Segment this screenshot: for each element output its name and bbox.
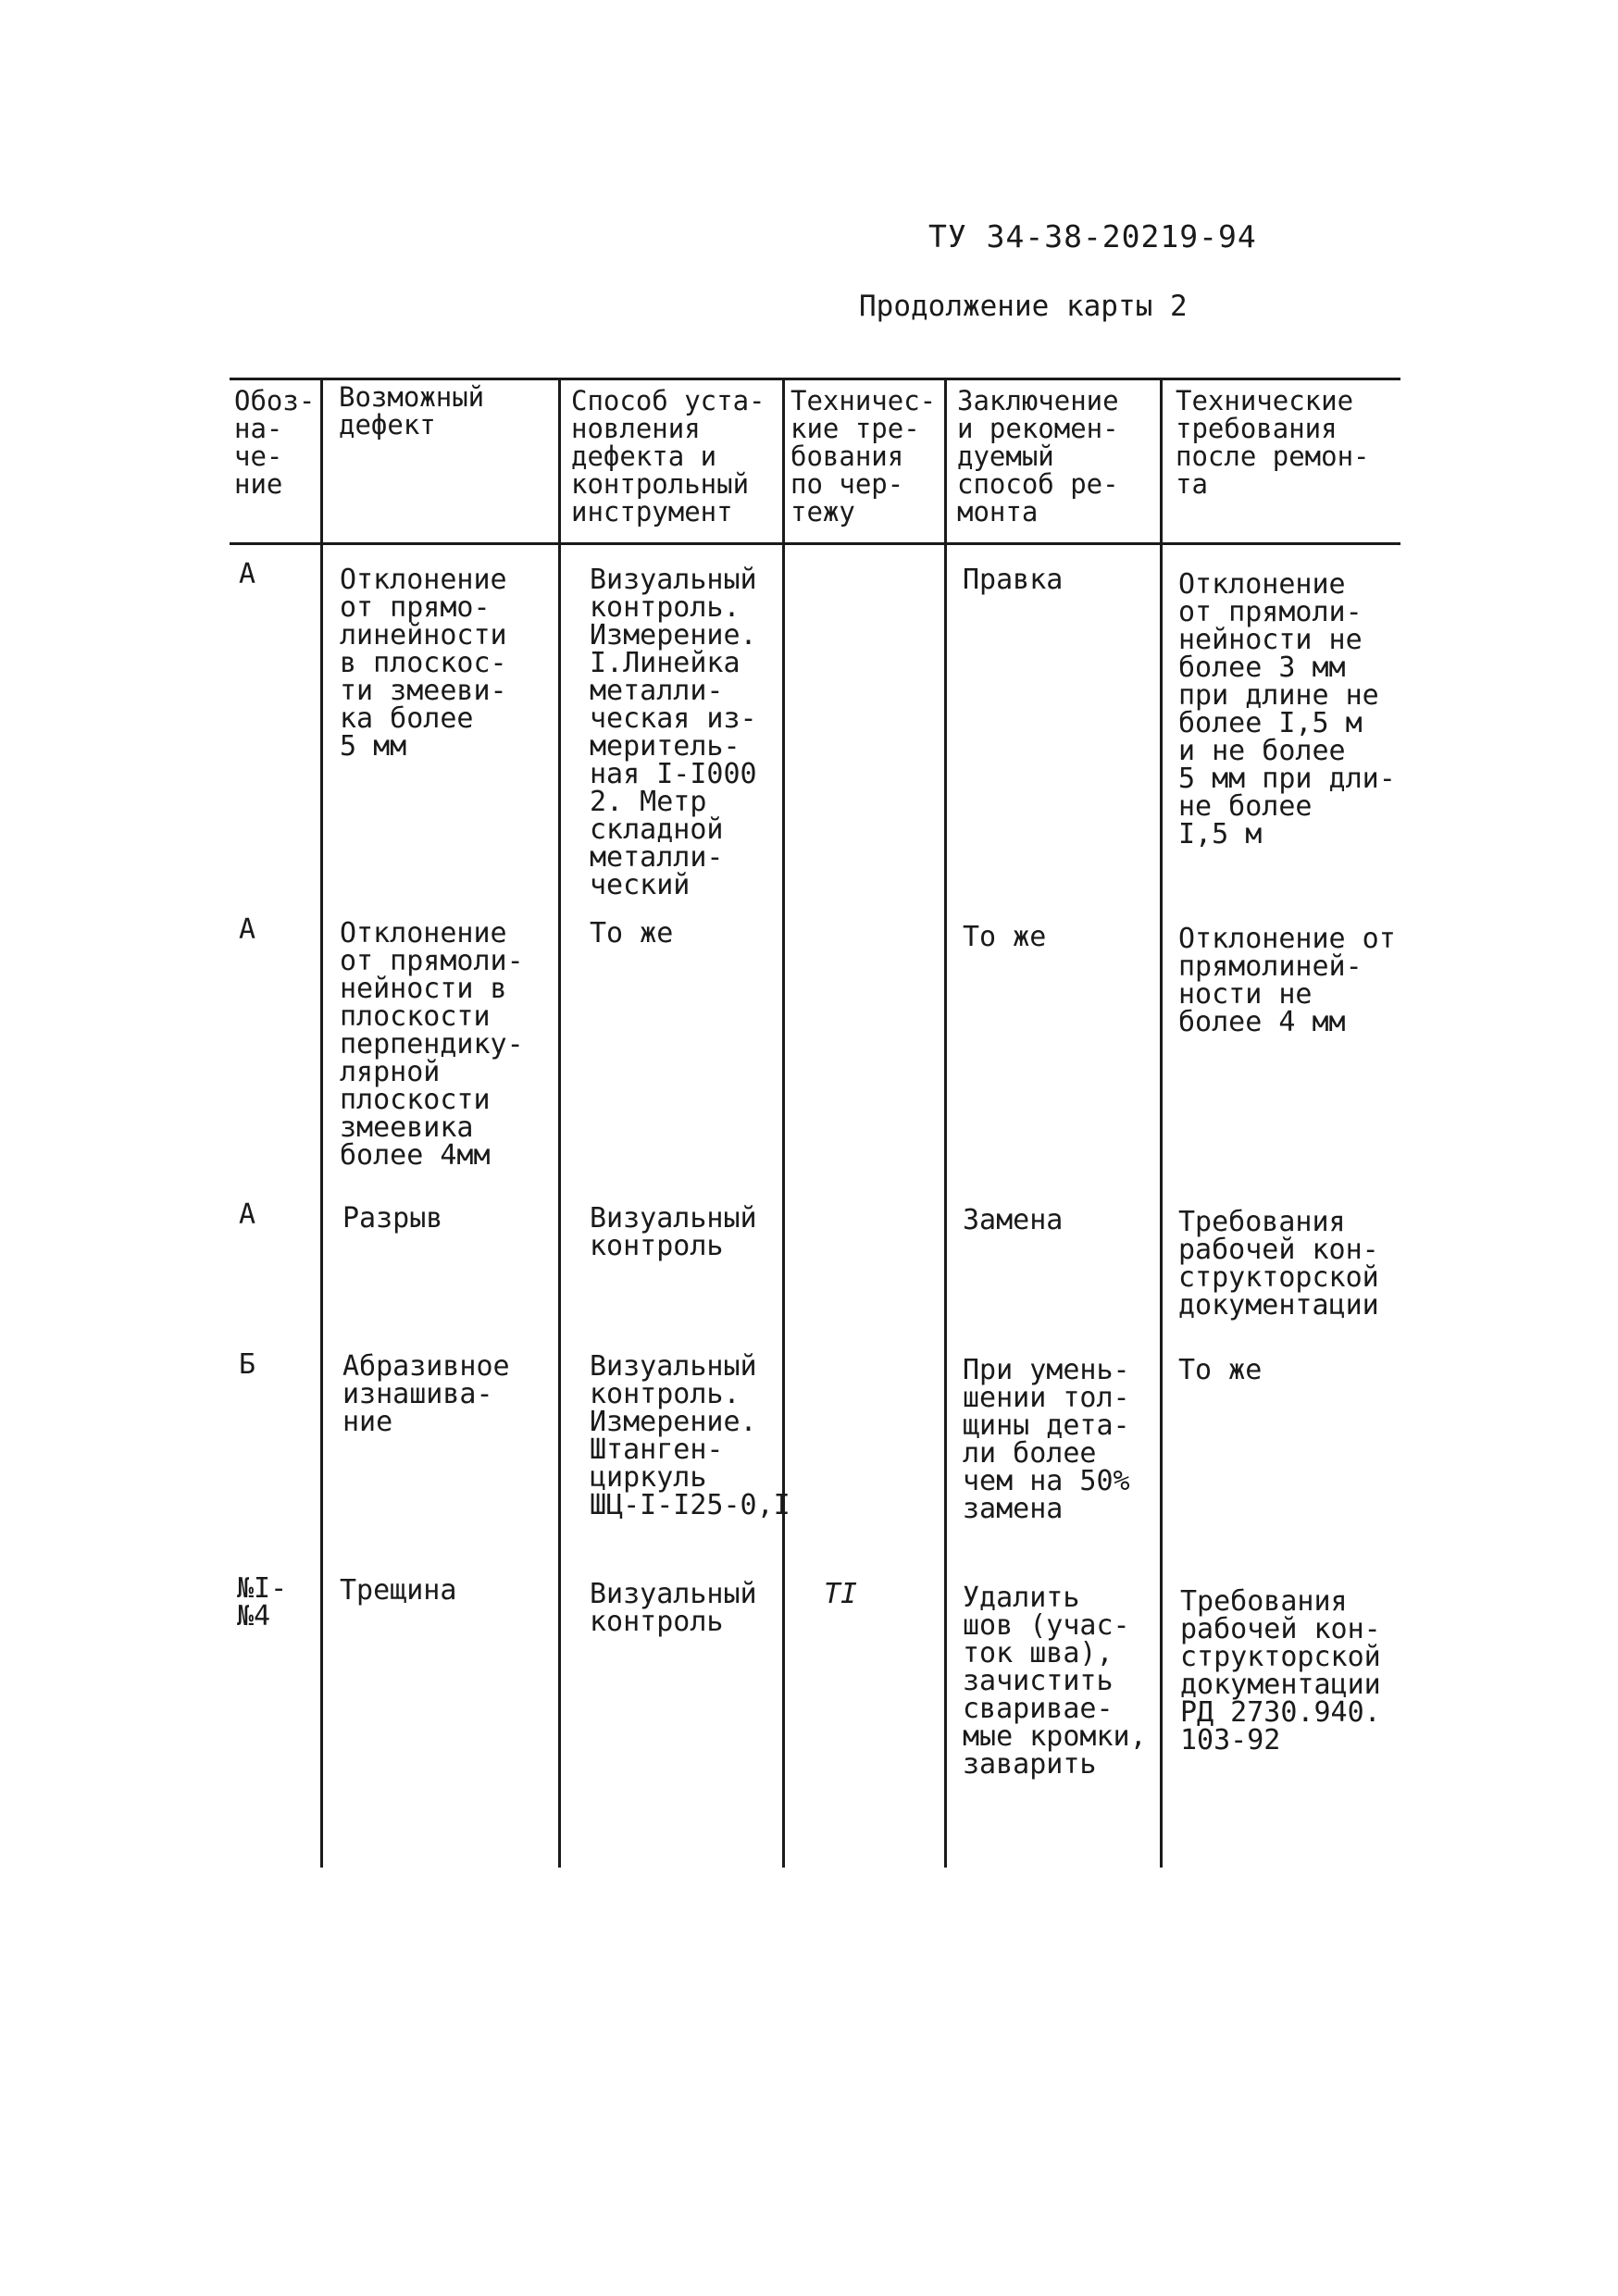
cell-defect: Отклонение от прямоли- нейности в плоскости перпендику- лярной плоскости змеевика более 4мм: [340, 917, 524, 1172]
cell-defect: Разрыв: [342, 1202, 443, 1235]
cell-conclusion: Удалить шов (учас- ток шва), зачистить сваривае- мые кромки, заварить: [963, 1582, 1147, 1781]
cell-conclusion: То же: [963, 921, 1047, 953]
column-divider: [320, 378, 323, 1868]
column-header-method: Способ уста- новления дефекта и контрольный инструмент: [571, 385, 765, 527]
column-divider: [1160, 378, 1163, 1868]
cell-conclusion: При умень- шении тол- щины дета- ли более чем на 50% замена: [963, 1354, 1130, 1525]
cell-designation: А: [239, 558, 256, 590]
cell-after-repair: Требования рабочей кон- структорской документации: [1178, 1206, 1379, 1322]
cell-designation: А: [239, 913, 256, 946]
cell-defect: Отклонение от прямо- линейности в плоскос- ти змееви- ка более 5 мм: [340, 564, 507, 763]
cell-conclusion: Правка: [963, 564, 1064, 596]
column-header-after-repair: Технические требования после ремон- та: [1176, 385, 1370, 500]
table-top-rule: [230, 378, 1400, 380]
column-header-conclusion: Заключение и рекомен- дуемый способ ре- монта: [957, 385, 1119, 527]
column-header-drawing-requirements: Техничес- кие тре- бования по чер- тежу: [790, 385, 937, 527]
cell-designation: №I- №4: [237, 1572, 288, 1632]
cell-designation: Б: [239, 1348, 256, 1381]
document-subtitle: Продолжение карты 2: [859, 290, 1188, 323]
column-header-defect: Возможный дефект: [339, 381, 485, 441]
cell-defect: Трещина: [340, 1574, 457, 1607]
table-header-rule: [230, 542, 1400, 545]
cell-after-repair: То же: [1178, 1354, 1263, 1386]
column-divider: [782, 378, 785, 1868]
cell-after-repair: Требования рабочей кон- структорской документации РД 2730.940. 103-92: [1180, 1585, 1381, 1756]
cell-method: Визуальный контроль: [590, 1202, 757, 1262]
column-divider: [558, 378, 561, 1868]
cell-method: Визуальный контроль. Измерение. I.Линейка металли- ческая из- меритель- ная I-I000 2. Метр складной металли- ческий: [590, 564, 757, 901]
document-code: ТУ 34-38-20219-94: [928, 218, 1257, 254]
cell-conclusion: Замена: [963, 1204, 1064, 1236]
cell-method: Визуальный контроль. Измерение. Штанген- циркуль ШЦ-I-I25-0,I: [590, 1350, 790, 1521]
cell-after-repair: Отклонение от прямолиней- ности не более 4 мм: [1178, 923, 1396, 1038]
column-header-designation: Обоз- на- че- ние: [234, 385, 316, 500]
cell-after-repair: Отклонение от прямоли- нейности не более 3 мм при длине не более I,5 м и не более 5 мм при дли- не более I,5 м: [1178, 568, 1396, 850]
cell-defect: Абразивное изнашива- ние: [342, 1350, 510, 1438]
cell-method: Визуальный контроль: [590, 1578, 757, 1638]
column-divider: [944, 378, 947, 1868]
cell-designation: А: [239, 1198, 256, 1231]
cell-drawing-requirements: TI: [824, 1578, 858, 1610]
cell-method: То же: [590, 917, 674, 949]
